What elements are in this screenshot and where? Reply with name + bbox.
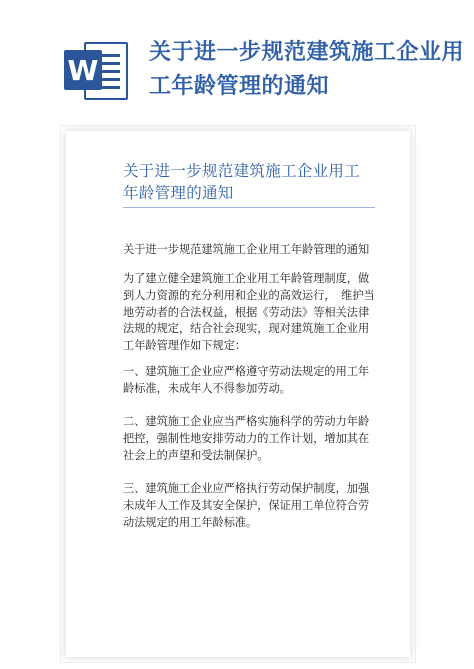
word-letter-icon: W [64, 50, 102, 90]
document-title: 关于进一步规范建筑施工企业用工年龄管理的通知 [123, 162, 361, 202]
header-title: 关于进一步规范建筑施工企业用工年龄管理的通知 [149, 40, 465, 99]
paragraph-intro: 为了建立健全建筑施工企业用工年龄管理制度，做到人力资源的充分利用和企业的高效运行， 维护当地劳动者的合法权益，根据《劳动法》等相关法律法规的规定，结合社会现实，现对建筑施工企业用工年龄管理作如下规定： [123, 272, 375, 353]
paragraph-item-3: 三、建筑施工企业应严格执行劳动保护制度，加强未成年人工作及其安全保护，保证用工单位符合劳动法规定的用工年龄标准。 [123, 482, 370, 529]
title-divider [123, 207, 375, 208]
paragraph-heading: 关于进一步规范建筑施工企业用工年龄管理的通知 [123, 243, 370, 256]
document-page [66, 131, 410, 657]
paragraph-item-1: 一、建筑施工企业应严格遵守劳动法规定的用工年龄标准，未成年人不得参加劳动。 [123, 365, 370, 395]
word-icon [64, 40, 130, 102]
paragraph-item-2: 二、建筑施工企业应当严格实施科学的劳动力年龄把控，强制性地安排劳动力的工作计划，增加其在社会上的声望和受法制保护。 [123, 415, 370, 462]
